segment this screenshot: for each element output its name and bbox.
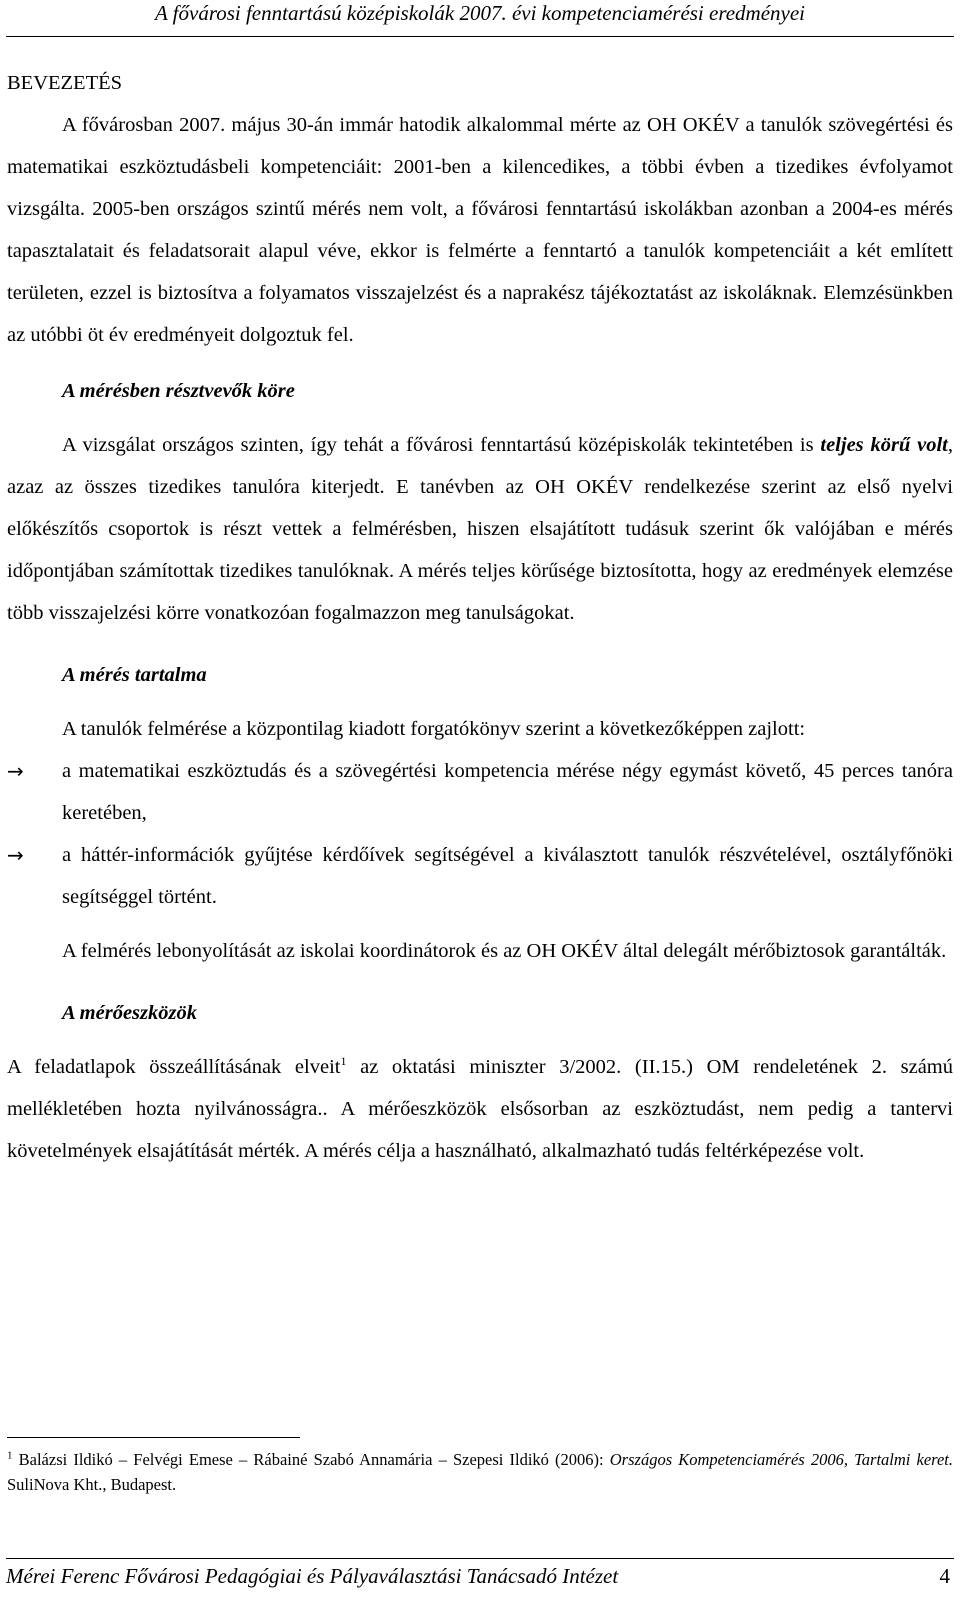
arrow-right-icon: → — [7, 759, 24, 783]
list-item — [7, 834, 953, 918]
page-number: 4 — [939, 1564, 950, 1588]
instruments-text-before: A feladatlapok összeállításának elveit — [7, 1056, 341, 1078]
footnote-ref[interactable]: 1 — [340, 1054, 347, 1069]
footnote-title: Országos Kompetenciamérés 2006, Tartalmi keret. — [609, 1450, 953, 1469]
list-item-text: a matematikai eszköztudás és a szövegértési kompetencia mérése négy egymást követő, 45 perces tanóra keretében, — [62, 760, 953, 824]
header-title: A fővárosi fenntartású középiskolák 2007. évi kompetenciamérési eredményei — [154, 1, 806, 25]
arrow-right-icon: → — [7, 843, 24, 867]
heading-instruments: A mérőeszközök — [62, 1002, 197, 1024]
running-header — [6, 0, 954, 37]
participants-paragraph — [7, 424, 953, 634]
participants-text-before: A vizsgálat országos szinten, így tehát a fővárosi fenntartású középiskolák tekintetében is — [62, 434, 821, 456]
section-title-intro: BEVEZETÉS — [7, 72, 123, 94]
participants-text-after: , azaz az összes tizedikes tanulóra kiterjedt. E tanévben az OH OKÉV rendelkezése szerint az első nyelvi előkészítős csoportok is részt vettek a felmérésben, hiszen elsajátított tudásuk szerint ők valójában e mérés időpontjában számítottak tizedikes tanulóknak. A mérés teljes körűsége biztosította, hogy az eredmények elemzése több visszajelzési körre vonatkozóan fogalmazzon meg tanulságokat. — [7, 434, 953, 624]
page-body — [7, 62, 953, 1172]
footer-institution: Mérei Ferenc Fővárosi Pedagógiai és Pályaválasztási Tanácsadó Intézet — [6, 1564, 619, 1588]
participants-emphasis: teljes körű volt — [820, 434, 948, 456]
running-footer — [6, 1558, 954, 1589]
content-closing-paragraph: A felmérés lebonyolítását az iskolai koordinátorok és az OH OKÉV által delegált mérőbiztosok garantálták. — [62, 940, 947, 962]
list-item — [7, 750, 953, 834]
footnote-authors: Balázsi Ildikó – Felvégi Emese – Rábainé Szabó Annamária – Szepesi Ildikó (2006): — [12, 1450, 610, 1469]
footnote — [7, 1447, 953, 1497]
footnote-number: 1 — [7, 1449, 13, 1462]
heading-participants: A mérésben résztvevők köre — [62, 380, 295, 402]
instruments-paragraph — [7, 1046, 953, 1172]
list-item-text: a háttér-információk gyűjtése kérdőívek segítségével a kiválasztott tanulók részvételével, osztályfőnöki segítséggel történt. — [62, 844, 953, 908]
footnote-separator — [7, 1437, 300, 1438]
instruments-text-after: az oktatási miniszter 3/2002. (II.15.) OM rendeletének 2. számú mellékletében hozta nyilvánosságra.. A mérőeszközök elsősorban az eszköztudást, nem pedig a tantervi követelmények elsajátítását mérték. A mérés célja a használható, alkalmazható tudás feltérképezése volt. — [7, 1056, 953, 1162]
footnote-publisher: SuliNova Kht., Budapest. — [7, 1475, 177, 1494]
content-intro-paragraph: A tanulók felmérése a központilag kiadott forgatókönyv szerint a következőképpen zajlott: — [62, 718, 806, 740]
intro-paragraph: A fővárosban 2007. május 30-án immár hatodik alkalommal mérte az OH OKÉV a tanulók szövegértési és matematikai eszköztudásbeli kompetenciáit: 2001-ben a kilencedikes, a többi évben a tizedikes évfolyamot vizsgálta. 2005-ben országos szintű mérés nem volt, a fővárosi fenntartású iskolákban azonban a 2004-es mérés tapasztalatait és feladatsorait alapul véve, ekkor is felmérte a fenntartó a tanulók kompetenciáit a két említett területen, ezzel is biztosítva a folyamatos visszajelzést és a naprakész tájékoztatást az iskoláknak. Elemzésünkben az utóbbi öt év eredményeit dolgoztuk fel. — [7, 114, 953, 346]
heading-content: A mérés tartalma — [62, 664, 207, 686]
